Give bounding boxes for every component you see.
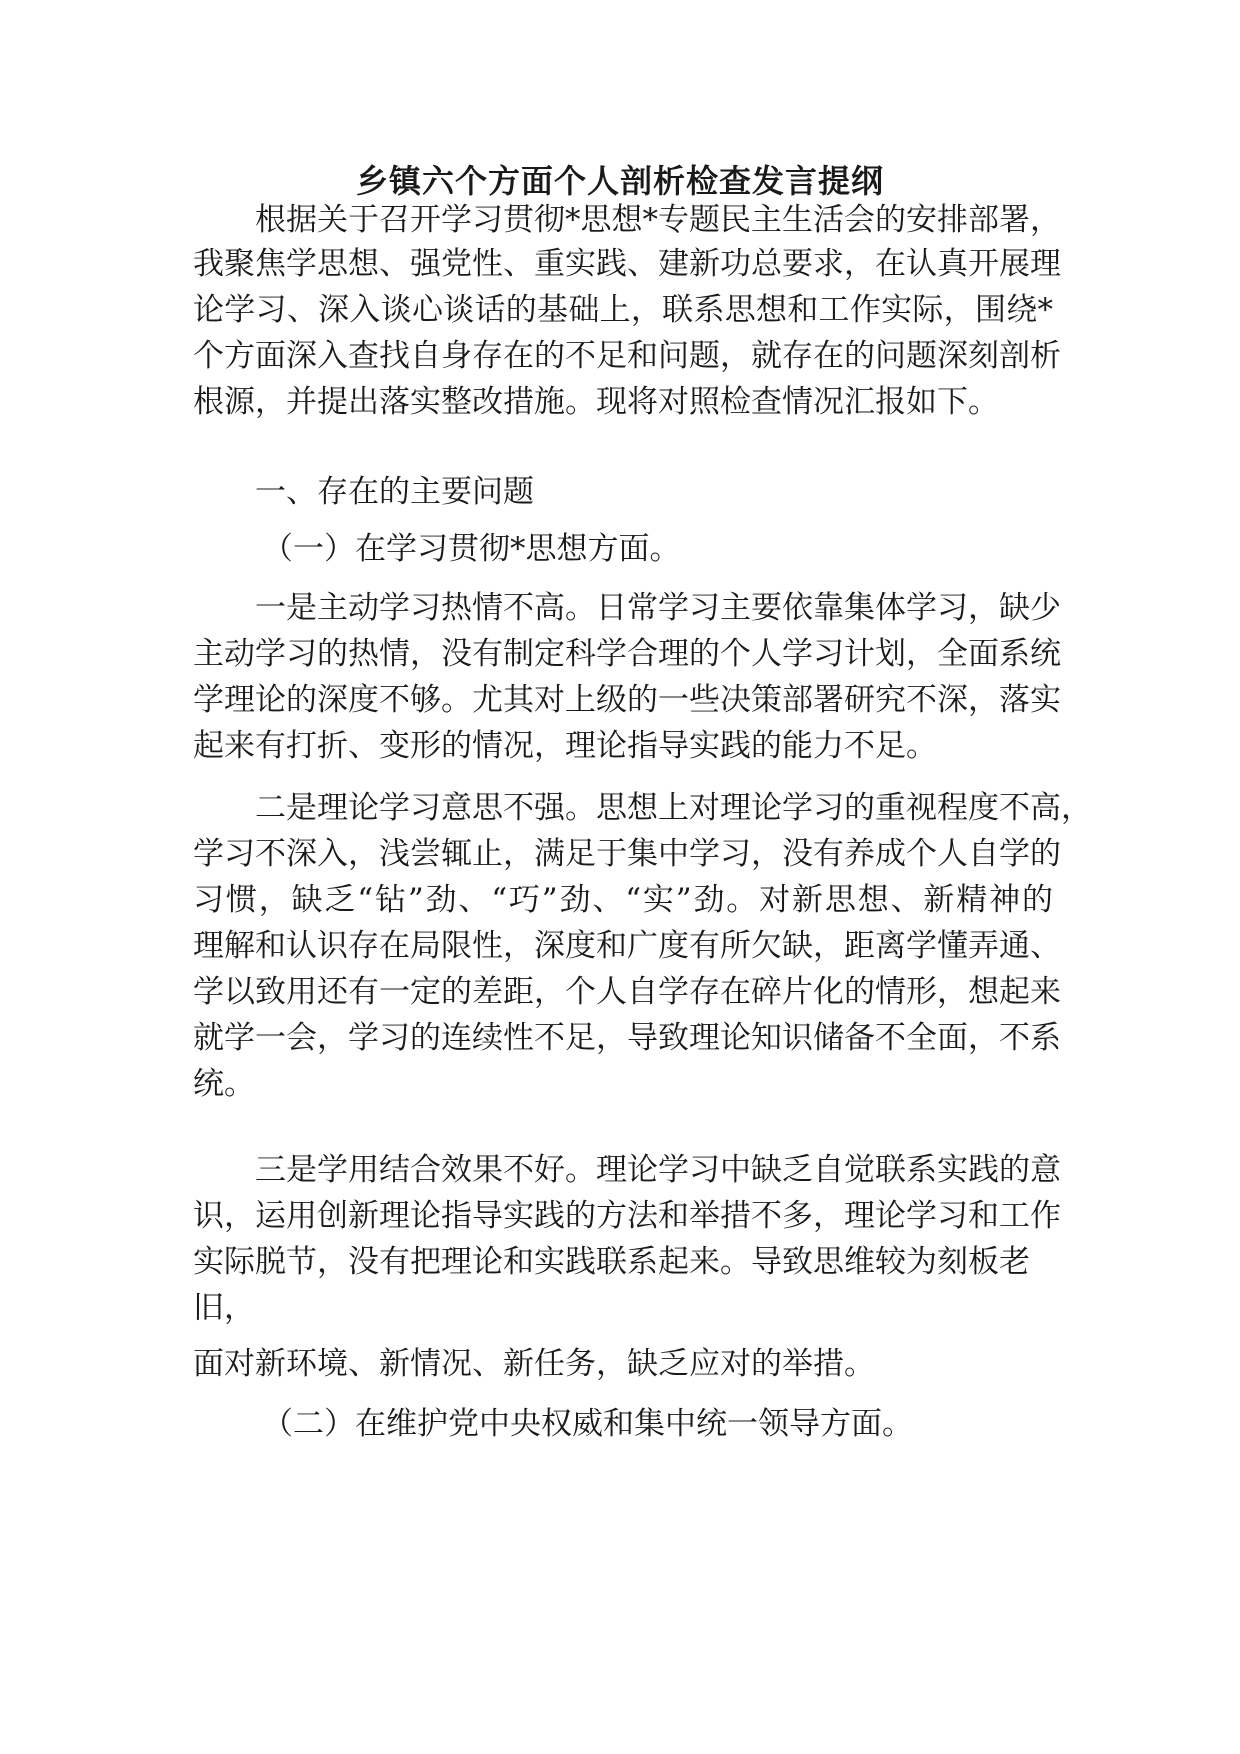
document-title: 乡镇六个方面个人剖析检查发言提纲 (355, 162, 884, 200)
subsection-heading-2: （二）在维护党中央权威和集中统一领导方面。 (262, 1406, 913, 1442)
para2-line-4: 理解和认识存在局限性，深度和广度有所欠缺，距离学懂弄通、 (193, 928, 1061, 964)
para3-line-3: 实际脱节，没有把理论和实践联系起来。导致思维较为刻板老 (193, 1244, 1030, 1280)
para1-line-2: 主动学习的热情，没有制定科学合理的个人学习计划，全面系统 (193, 636, 1061, 672)
para1-line-4: 起来有打折、变形的情况，理论指导实践的能力不足。 (193, 728, 937, 764)
para2-line-2: 学习不深入，浅尝辄止，满足于集中学习，没有养成个人自学的 (193, 836, 1061, 872)
para3-line-2: 识，运用创新理论指导实践的方法和举措不多，理论学习和工作 (193, 1198, 1061, 1234)
intro-line-3: 论学习、深入谈心谈话的基础上，联系思想和工作实际，围绕* (193, 292, 1053, 328)
para2-line-3: 习惯，缺乏“钻”劲、“巧”劲、“实”劲。对新思想、新精神的 (193, 882, 1053, 918)
subsection-heading-1: （一）在学习贯彻*思想方面。 (262, 531, 681, 567)
para2-line-7: 统。 (193, 1066, 255, 1102)
para2-line-6: 就学一会，学习的连续性不足，导致理论知识储备不全面，不系 (193, 1020, 1061, 1056)
intro-line-1: 根据关于召开学习贯彻*思想*专题民主生活会的安排部署， (255, 202, 1061, 238)
intro-line-4: 个方面深入查找自身存在的不足和问题，就存在的问题深刻剖析 (193, 338, 1061, 374)
para3-line-4: 旧， (193, 1290, 255, 1326)
para1-line-1: 一是主动学习热情不高。日常学习主要依靠集体学习，缺少 (255, 590, 1061, 626)
section-heading-problems: 一、存在的主要问题 (255, 474, 534, 510)
para3-line-5: 面对新环境、新情况、新任务，缺乏应对的举措。 (193, 1346, 875, 1382)
para1-line-3: 学理论的深度不够。尤其对上级的一些决策部署研究不深，落实 (193, 682, 1061, 718)
para3-line-1: 三是学用结合效果不好。理论学习中缺乏自觉联系实践的意 (255, 1152, 1061, 1188)
intro-line-5: 根源，并提出落实整改措施。现将对照检查情况汇报如下。 (193, 384, 999, 420)
para2-line-5: 学以致用还有一定的差距，个人自学存在碎片化的情形，想起来 (193, 974, 1061, 1010)
para2-line-1: 二是理论学习意思不强。思想上对理论学习的重视程度不高， (255, 790, 1092, 826)
intro-line-2: 我聚焦学思想、强党性、重实践、建新功总要求，在认真开展理 (193, 246, 1061, 282)
